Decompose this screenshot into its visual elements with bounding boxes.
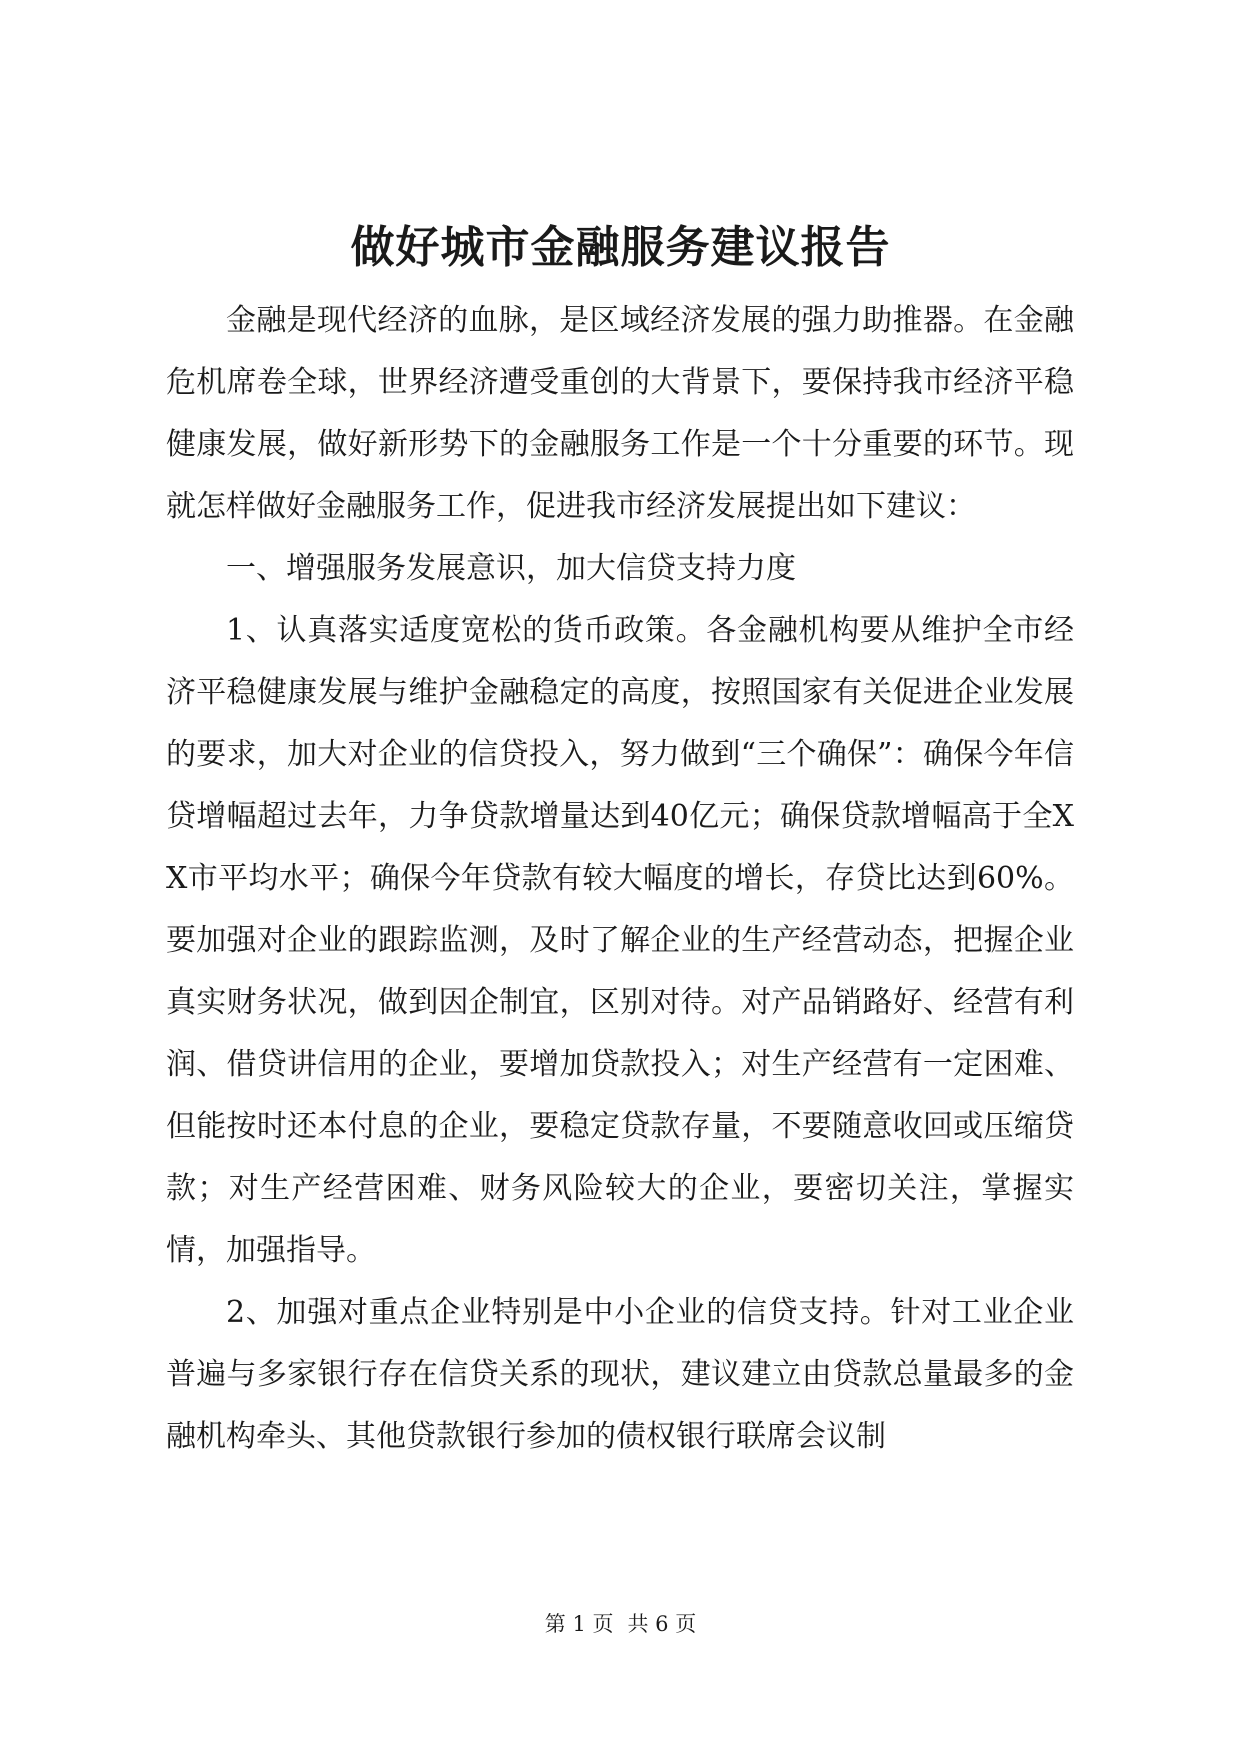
page-total: 共 6 页 <box>627 1612 697 1636</box>
document-body <box>166 290 1074 1468</box>
document-title: 做好城市金融服务建议报告 <box>350 222 891 273</box>
paragraph-item-2: 2、加强对重点企业特别是中小企业的信贷支持。针对工业企业普遍与多家银行存在信贷关系的现状，建议建立由贷款总量最多的金融机构牵头、其他贷款银行参加的债权银行联席会议制 <box>166 1295 1074 1454</box>
section-heading: 一、增强服务发展意识，加大信贷支持力度 <box>226 551 796 586</box>
page-footer <box>0 1610 1241 1638</box>
page-number: 第 1 页 <box>544 1612 614 1636</box>
paragraph-item-1: 1、认真落实适度宽松的货币政策。各金融机构要从维护全市经济平稳健康发展与维护金融稳定的高度，按照国家有关促进企业发展的要求，加大对企业的信贷投入，努力做到“三个确保”：确保今年信贷增幅超过去年，力争贷款增量达到40亿元；确保贷款增幅高于全XX市平均水平；确保今年贷款有较大幅度的增长，存贷比达到60%。要加强对企业的跟踪监测，及时了解企业的生产经营动态，把握企业真实财务状况，做到因企制宜，区别对待。对产品销路好、经营有利润、借贷讲信用的企业，要增加贷款投入；对生产经营有一定困难、但能按时还本付息的企业，要稳定贷款存量，不要随意收回或压缩贷款；对生产经营困难、财务风险较大的企业，要密切关注，掌握实情，加强指导。 <box>166 613 1074 1268</box>
paragraph-intro: 金融是现代经济的血脉，是区域经济发展的强力助推器。在金融危机席卷全球，世界经济遭受重创的大背景下，要保持我市经济平稳健康发展，做好新形势下的金融服务工作是一个十分重要的环节。现就怎样做好金融服务工作，促进我市经济发展提出如下建议： <box>166 303 1074 524</box>
